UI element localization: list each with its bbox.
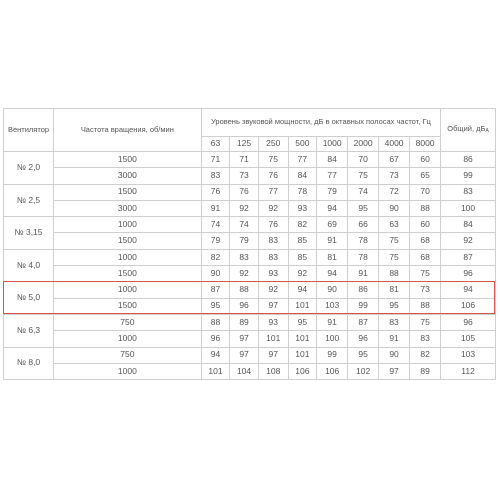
header-speed: Частота вращения, об/мин [54,109,202,152]
sound-level-cell: 86 [348,282,379,298]
sound-level-cell: 81 [379,282,410,298]
sound-level-cell: 75 [410,266,441,282]
sound-level-cell: 90 [379,200,410,216]
sound-level-cell: 81 [317,249,348,265]
sound-level-cell: 95 [348,347,379,363]
fan-model-cell: № 8,0 [4,347,54,380]
fan-model-cell: № 5,0 [4,282,54,315]
sound-level-cell: 83 [230,249,259,265]
sound-level-cell: 70 [410,184,441,200]
sound-level-cell: 101 [258,331,288,347]
sound-level-cell: 75 [379,233,410,249]
table-row [4,249,496,265]
sound-level-cell: 87 [348,314,379,330]
total-cell: 87 [441,249,496,265]
sound-level-cell: 96 [201,331,230,347]
table-row [4,314,496,330]
sound-level-cell: 72 [379,184,410,200]
header-total-sub: A [485,128,489,135]
total-cell: 86 [441,152,496,168]
header-frequency: 4000 [379,137,410,152]
header-frequency: 2000 [348,137,379,152]
sound-level-cell: 75 [258,152,288,168]
sound-level-cell: 82 [201,249,230,265]
sound-level-cell: 83 [201,168,230,184]
sound-level-cell: 95 [288,314,317,330]
fan-model-cell: № 2,5 [4,184,54,217]
sound-level-cell: 89 [230,314,259,330]
total-cell: 84 [441,217,496,233]
sound-level-cell: 102 [348,363,379,379]
sound-level-cell: 87 [201,282,230,298]
sound-level-cell: 91 [201,200,230,216]
sound-level-cell: 76 [201,184,230,200]
sound-level-cell: 67 [379,152,410,168]
fan-model-cell: № 2,0 [4,152,54,185]
table-row [4,217,496,233]
sound-level-cell: 95 [379,298,410,314]
speed-cell: 1000 [54,331,202,347]
sound-level-cell: 88 [379,266,410,282]
sound-level-cell: 75 [410,314,441,330]
total-cell: 94 [441,282,496,298]
sound-level-cell: 94 [288,282,317,298]
table-row [4,266,496,282]
sound-level-cell: 82 [288,217,317,233]
total-cell: 112 [441,363,496,379]
sound-level-cell: 95 [348,200,379,216]
sound-level-cell: 101 [201,363,230,379]
table-row [4,168,496,184]
sound-level-cell: 77 [288,152,317,168]
sound-level-cell: 92 [288,266,317,282]
sound-level-cell: 78 [348,249,379,265]
sound-level-cell: 73 [410,282,441,298]
sound-level-cell: 94 [317,200,348,216]
sound-level-cell: 76 [258,217,288,233]
sound-level-cell: 91 [317,233,348,249]
fan-model-cell: № 6,3 [4,314,54,347]
sound-level-cell: 74 [348,184,379,200]
total-cell: 92 [441,233,496,249]
header-total [441,109,496,152]
sound-level-cell: 76 [230,184,259,200]
sound-level-cell: 83 [410,331,441,347]
sound-level-cell: 68 [410,233,441,249]
sound-level-cell: 100 [317,331,348,347]
sound-level-cell: 75 [348,168,379,184]
speed-cell: 1000 [54,363,202,379]
sound-level-cell: 106 [288,363,317,379]
speed-cell: 1500 [54,266,202,282]
sound-level-cell: 99 [317,347,348,363]
table-row [4,331,496,347]
sound-level-cell: 89 [410,363,441,379]
total-cell: 99 [441,168,496,184]
header-frequency: 8000 [410,137,441,152]
table-row [4,298,496,314]
sound-level-cell: 69 [317,217,348,233]
sound-level-cell: 83 [258,249,288,265]
sound-level-cell: 106 [317,363,348,379]
sound-level-cell: 77 [258,184,288,200]
sound-level-cell: 60 [410,217,441,233]
sound-level-cell: 101 [288,298,317,314]
table-row [4,363,496,379]
total-cell: 105 [441,331,496,347]
total-cell: 83 [441,184,496,200]
total-cell: 103 [441,347,496,363]
sound-level-cell: 90 [201,266,230,282]
speed-cell: 1500 [54,184,202,200]
sound-level-cell: 92 [258,200,288,216]
sound-level-cell: 88 [201,314,230,330]
sound-level-cell: 97 [258,347,288,363]
sound-level-cell: 103 [317,298,348,314]
sound-level-cell: 108 [258,363,288,379]
speed-cell: 750 [54,347,202,363]
table-row [4,184,496,200]
sound-level-cell: 97 [230,347,259,363]
sound-level-cell: 70 [348,152,379,168]
header-frequency: 250 [258,137,288,152]
sound-level-cell: 76 [258,168,288,184]
sound-level-cell: 74 [230,217,259,233]
speed-cell: 1000 [54,249,202,265]
sound-level-cell: 92 [258,282,288,298]
header-frequency: 125 [230,137,259,152]
sound-level-cell: 95 [201,298,230,314]
sound-level-cell: 90 [317,282,348,298]
fan-model-cell: № 4,0 [4,249,54,282]
sound-level-cell: 88 [410,200,441,216]
table-row [4,233,496,249]
sound-level-cell: 91 [379,331,410,347]
sound-level-cell: 101 [288,331,317,347]
sound-level-cell: 78 [288,184,317,200]
sound-level-cell: 94 [317,266,348,282]
sound-level-cell: 93 [258,266,288,282]
sound-level-cell: 79 [317,184,348,200]
speed-cell: 1500 [54,298,202,314]
sound-level-cell: 68 [410,249,441,265]
sound-level-cell: 88 [410,298,441,314]
total-cell: 96 [441,314,496,330]
sound-level-cell: 73 [230,168,259,184]
sound-level-cell: 84 [288,168,317,184]
total-cell: 106 [441,298,496,314]
sound-power-table-container [3,108,496,380]
sound-level-cell: 92 [230,200,259,216]
sound-level-cell: 104 [230,363,259,379]
header-frequency: 500 [288,137,317,152]
sound-level-cell: 94 [201,347,230,363]
total-cell: 96 [441,266,496,282]
speed-cell: 750 [54,314,202,330]
sound-level-cell: 91 [317,314,348,330]
sound-level-cell: 83 [258,233,288,249]
sound-level-cell: 97 [379,363,410,379]
speed-cell: 1500 [54,233,202,249]
sound-level-cell: 71 [230,152,259,168]
sound-level-cell: 60 [410,152,441,168]
table-row [4,282,496,298]
sound-level-cell: 65 [410,168,441,184]
header-frequency: 1000 [317,137,348,152]
sound-level-cell: 85 [288,233,317,249]
sound-level-cell: 96 [230,298,259,314]
sound-level-cell: 75 [379,249,410,265]
speed-cell: 1500 [54,152,202,168]
table-row [4,347,496,363]
header-frequency: 63 [201,137,230,152]
sound-level-cell: 88 [230,282,259,298]
speed-cell: 1000 [54,282,202,298]
sound-level-cell: 63 [379,217,410,233]
sound-level-cell: 78 [348,233,379,249]
sound-level-cell: 90 [379,347,410,363]
sound-level-cell: 101 [288,347,317,363]
table-body [4,152,496,380]
sound-level-cell: 83 [379,314,410,330]
sound-level-cell: 93 [258,314,288,330]
sound-level-cell: 96 [348,331,379,347]
sound-power-table [3,108,496,380]
speed-cell: 3000 [54,168,202,184]
sound-level-cell: 93 [288,200,317,216]
fan-model-cell: № 3,15 [4,217,54,250]
sound-level-cell: 97 [230,331,259,347]
sound-level-cell: 97 [258,298,288,314]
table-row [4,200,496,216]
table-header [4,109,496,152]
sound-level-cell: 92 [230,266,259,282]
sound-level-cell: 82 [410,347,441,363]
sound-level-cell: 84 [317,152,348,168]
header-fan: Вентилятор [4,109,54,152]
sound-level-cell: 85 [288,249,317,265]
sound-level-cell: 79 [230,233,259,249]
sound-level-cell: 73 [379,168,410,184]
sound-level-cell: 99 [348,298,379,314]
speed-cell: 1000 [54,217,202,233]
header-total-label: Общий, дБ [447,124,486,134]
total-cell: 100 [441,200,496,216]
sound-level-cell: 91 [348,266,379,282]
speed-cell: 3000 [54,200,202,216]
sound-level-cell: 77 [317,168,348,184]
table-row [4,152,496,168]
sound-level-cell: 66 [348,217,379,233]
sound-level-cell: 79 [201,233,230,249]
sound-level-cell: 74 [201,217,230,233]
header-sound-level: Уровень звуковой мощности, дБ в октавных полосах частот, Гц [201,109,440,137]
sound-level-cell: 71 [201,152,230,168]
